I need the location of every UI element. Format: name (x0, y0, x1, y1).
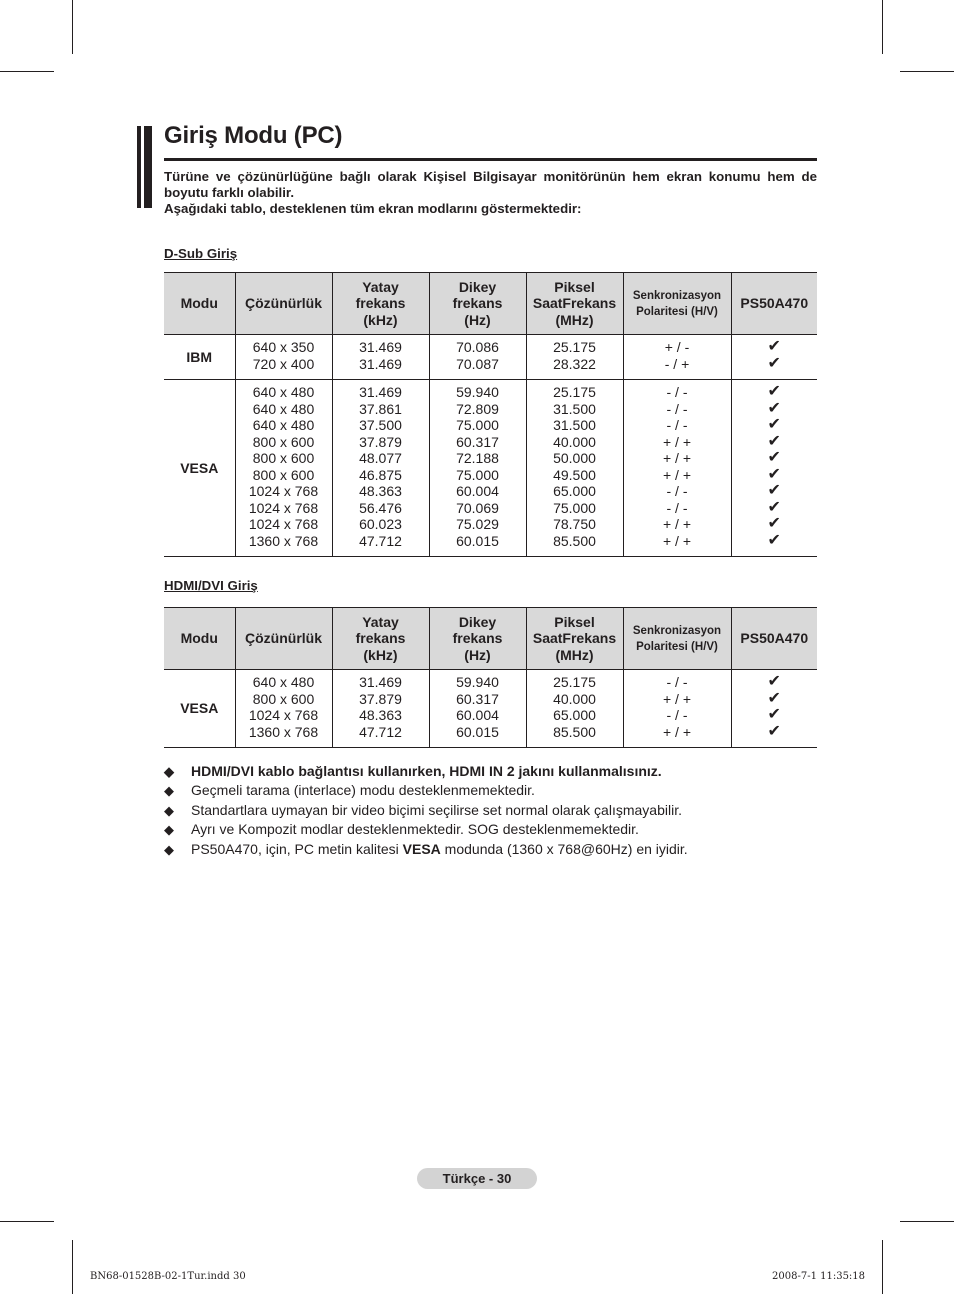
intro-text (164, 169, 817, 217)
checkmark-icon: ✔ (767, 673, 781, 690)
checkmark-icon: ✔ (767, 531, 781, 549)
crop-mark (900, 71, 954, 72)
cell-value: 640 x 480 (252, 674, 315, 690)
hdmi-mode-table (164, 607, 817, 748)
cell-value: 47.712 (359, 723, 402, 740)
cell-value: 60.015 (456, 723, 499, 740)
cell-value: + / - (664, 339, 690, 355)
cell-value: 31.469 (359, 384, 402, 400)
page-title: Giriş Modu (PC) (164, 122, 343, 149)
header-resolution: Çözünürlük (235, 273, 332, 335)
cell-value: 47.712 (359, 532, 402, 549)
cell-value: 37.861 (359, 400, 402, 417)
cell-value: 85.500 (553, 532, 596, 549)
cell-value: - / - (666, 707, 688, 723)
checkmark-icon: ✔ (767, 383, 781, 400)
crop-mark (0, 71, 54, 72)
mode-cell: VESA (164, 670, 235, 748)
note-item: ◆ Geçmeli tarama (interlace) modu desteklenmemektedir. (164, 782, 535, 799)
cell-value: 75.029 (456, 516, 499, 532)
cell-value: 75.000 (456, 417, 499, 433)
cell-value: - / - (666, 674, 688, 690)
cell-value: 28.322 (553, 355, 596, 372)
cell-value: 70.086 (456, 339, 499, 355)
supported-cell (731, 335, 817, 380)
crop-mark (72, 0, 73, 54)
cell-value: 720 x 400 (252, 355, 315, 372)
header-model: PS50A470 (731, 273, 817, 335)
cell-value: 37.500 (359, 417, 402, 433)
cell-value: + / + (662, 690, 692, 707)
cell-value: 72.188 (456, 450, 499, 466)
header-hfreq: Yatay frekans (kHz) (332, 608, 429, 670)
sync-polarity-cell (623, 335, 731, 380)
cell-value: 800 x 600 (252, 466, 315, 483)
supported-cell (731, 380, 817, 557)
checkmark-icon: ✔ (767, 338, 781, 355)
header-mode: Modu (164, 608, 235, 670)
print-slug-right: 2008-7-1 11:35:18 (772, 1271, 866, 1282)
cell-value: 48.077 (359, 450, 402, 466)
cell-value: + / + (662, 466, 692, 483)
title-accent-bar (144, 126, 152, 208)
cell-value: 60.023 (359, 516, 402, 532)
diamond-bullet-icon: ◆ (164, 764, 174, 779)
cell-value: 56.476 (359, 499, 402, 516)
cell-value: 75.000 (456, 466, 499, 483)
page-number-badge: Türkçe - 30 (417, 1168, 537, 1189)
cell-value: 59.940 (456, 384, 499, 400)
checkmark-icon: ✔ (767, 465, 781, 483)
cell-value: 59.940 (456, 674, 499, 690)
cell-value: 31.469 (359, 355, 402, 372)
cell-value: 85.500 (553, 723, 596, 740)
vfreq-cell (429, 380, 526, 557)
checkmark-icon: ✔ (767, 354, 781, 372)
cell-value: 31.500 (553, 400, 596, 417)
checkmark-icon: ✔ (767, 515, 781, 532)
cell-value: + / + (662, 532, 692, 549)
cell-value: 31.469 (359, 674, 402, 690)
cell-value: 1360 x 768 (248, 723, 319, 740)
header-resolution: Çözünürlük (235, 608, 332, 670)
cell-value: - / + (664, 355, 690, 372)
diamond-bullet-icon: ◆ (164, 822, 174, 838)
header-vfreq: Dikey frekans (Hz) (429, 273, 526, 335)
cell-value: 46.875 (359, 466, 402, 483)
diamond-bullet-icon: ◆ (164, 802, 174, 818)
cell-value: - / - (666, 400, 688, 417)
checkmark-icon: ✔ (767, 498, 781, 516)
cell-value: 60.004 (456, 483, 499, 499)
cell-value: 800 x 600 (252, 450, 315, 466)
cell-value: 1024 x 768 (248, 483, 319, 499)
supported-cell (731, 670, 817, 748)
cell-value: 37.879 (359, 690, 402, 707)
checkmark-icon: ✔ (767, 706, 781, 723)
cell-value: 640 x 480 (252, 384, 315, 400)
cell-value: 1024 x 768 (248, 499, 319, 516)
title-rule (164, 158, 817, 161)
cell-value: 1024 x 768 (248, 707, 319, 723)
print-slug-left: BN68-01528B-02-1Tur.indd 30 (90, 1271, 246, 1282)
cell-value: 640 x 350 (252, 339, 315, 355)
note-item: ◆ Standartlara uymayan bir video biçimi seçilirse set normal olarak çalışmayabilir. (164, 801, 682, 818)
hfreq-cell (332, 335, 429, 380)
cell-value: 640 x 480 (252, 400, 315, 417)
hfreq-cell (332, 670, 429, 748)
crop-mark (900, 1221, 954, 1222)
cell-value: 640 x 480 (252, 417, 315, 433)
cell-value: 72.809 (456, 400, 499, 417)
crop-mark (882, 1240, 883, 1294)
hdmi-section-label: HDMI/DVI Giriş (164, 578, 258, 593)
cell-value: 40.000 (553, 690, 596, 707)
resolution-cell (235, 380, 332, 557)
header-pixel-clock: Piksel SaatFrekans (MHz) (526, 608, 623, 670)
resolution-cell (235, 670, 332, 748)
cell-value: 60.004 (456, 707, 499, 723)
pixel-clock-cell (526, 335, 623, 380)
crop-mark (882, 0, 883, 54)
cell-value: 75.000 (553, 499, 596, 516)
dsub-mode-table (164, 272, 817, 557)
header-model: PS50A470 (731, 608, 817, 670)
checkmark-icon: ✔ (767, 722, 781, 740)
header-pixel-clock: Piksel SaatFrekans (MHz) (526, 273, 623, 335)
notes-list (164, 762, 817, 859)
diamond-bullet-icon: ◆ (164, 841, 174, 857)
vfreq-cell (429, 335, 526, 380)
cell-value: 25.175 (553, 339, 596, 355)
cell-value: 800 x 600 (252, 433, 315, 450)
cell-value: - / - (666, 483, 688, 499)
cell-value: + / + (662, 450, 692, 466)
cell-value: 25.175 (553, 384, 596, 400)
sync-polarity-cell (623, 380, 731, 557)
intro-line: Türüne ve çözünürlüğüne bağlı olarak Kişisel Bilgisayar monitörünün hem ekran konumu hem de boyutu farklı olabilir. (164, 169, 817, 200)
table-row (164, 335, 817, 380)
cell-value: 37.879 (359, 433, 402, 450)
pixel-clock-cell (526, 670, 623, 748)
checkmark-icon: ✔ (767, 482, 781, 499)
intro-line: Aşağıdaki tablo, desteklenen tüm ekran modlarını göstermektedir: (164, 201, 582, 216)
checkmark-icon: ✔ (767, 399, 781, 417)
sync-polarity-cell (623, 670, 731, 748)
cell-value: 31.469 (359, 339, 402, 355)
cell-value: 65.000 (553, 483, 596, 499)
cell-value: 60.317 (456, 433, 499, 450)
hfreq-cell (332, 380, 429, 557)
cell-value: 25.175 (553, 674, 596, 690)
checkmark-icon: ✔ (767, 449, 781, 466)
resolution-cell (235, 335, 332, 380)
cell-value: 40.000 (553, 433, 596, 450)
cell-value: 50.000 (553, 450, 596, 466)
checkmark-icon: ✔ (767, 416, 781, 433)
cell-value: + / + (662, 433, 692, 450)
cell-value: + / + (662, 516, 692, 532)
cell-value: - / - (666, 384, 688, 400)
mode-cell: VESA (164, 380, 235, 557)
cell-value: - / - (666, 417, 688, 433)
cell-value: 1024 x 768 (248, 516, 319, 532)
crop-mark (72, 1240, 73, 1294)
table-row (164, 670, 817, 748)
table-row (164, 380, 817, 557)
pixel-clock-cell (526, 380, 623, 557)
note-item: ◆ HDMI/DVI kablo bağlantısı kullanırken, HDMI IN 2 jakını kullanmalısınız. (164, 763, 662, 779)
diamond-bullet-icon: ◆ (164, 783, 174, 799)
title-accent-bar (137, 126, 141, 208)
mode-cell: IBM (164, 335, 235, 380)
note-item: ◆ Ayrı ve Kompozit modlar desteklenmektedir. SOG desteklenmemektedir. (164, 821, 639, 838)
cell-value: 49.500 (553, 466, 596, 483)
cell-value: - / - (666, 499, 688, 516)
checkmark-icon: ✔ (767, 432, 781, 450)
dsub-section-label: D-Sub Giriş (164, 246, 238, 261)
cell-value: 70.069 (456, 499, 499, 516)
cell-value: 48.363 (359, 707, 402, 723)
crop-mark (0, 1221, 54, 1222)
header-sync-polarity: Senkronizasyon Polaritesi (H/V) (623, 608, 731, 670)
header-sync-polarity: Senkronizasyon Polaritesi (H/V) (623, 273, 731, 335)
cell-value: 60.317 (456, 690, 499, 707)
cell-value: 800 x 600 (252, 690, 315, 707)
cell-value: 70.087 (456, 355, 499, 372)
cell-value: 48.363 (359, 483, 402, 499)
header-hfreq: Yatay frekans (kHz) (332, 273, 429, 335)
cell-value: 78.750 (553, 516, 596, 532)
vfreq-cell (429, 670, 526, 748)
cell-value: 31.500 (553, 417, 596, 433)
cell-value: 65.000 (553, 707, 596, 723)
header-mode: Modu (164, 273, 235, 335)
header-vfreq: Dikey frekans (Hz) (429, 608, 526, 670)
cell-value: 60.015 (456, 532, 499, 549)
cell-value: + / + (662, 723, 692, 740)
cell-value: 1360 x 768 (248, 532, 319, 549)
checkmark-icon: ✔ (767, 689, 781, 707)
note-item: ◆ PS50A470, için, PC metin kalitesi VESA modunda (1360 x 768@60Hz) en iyidir. (164, 840, 688, 857)
